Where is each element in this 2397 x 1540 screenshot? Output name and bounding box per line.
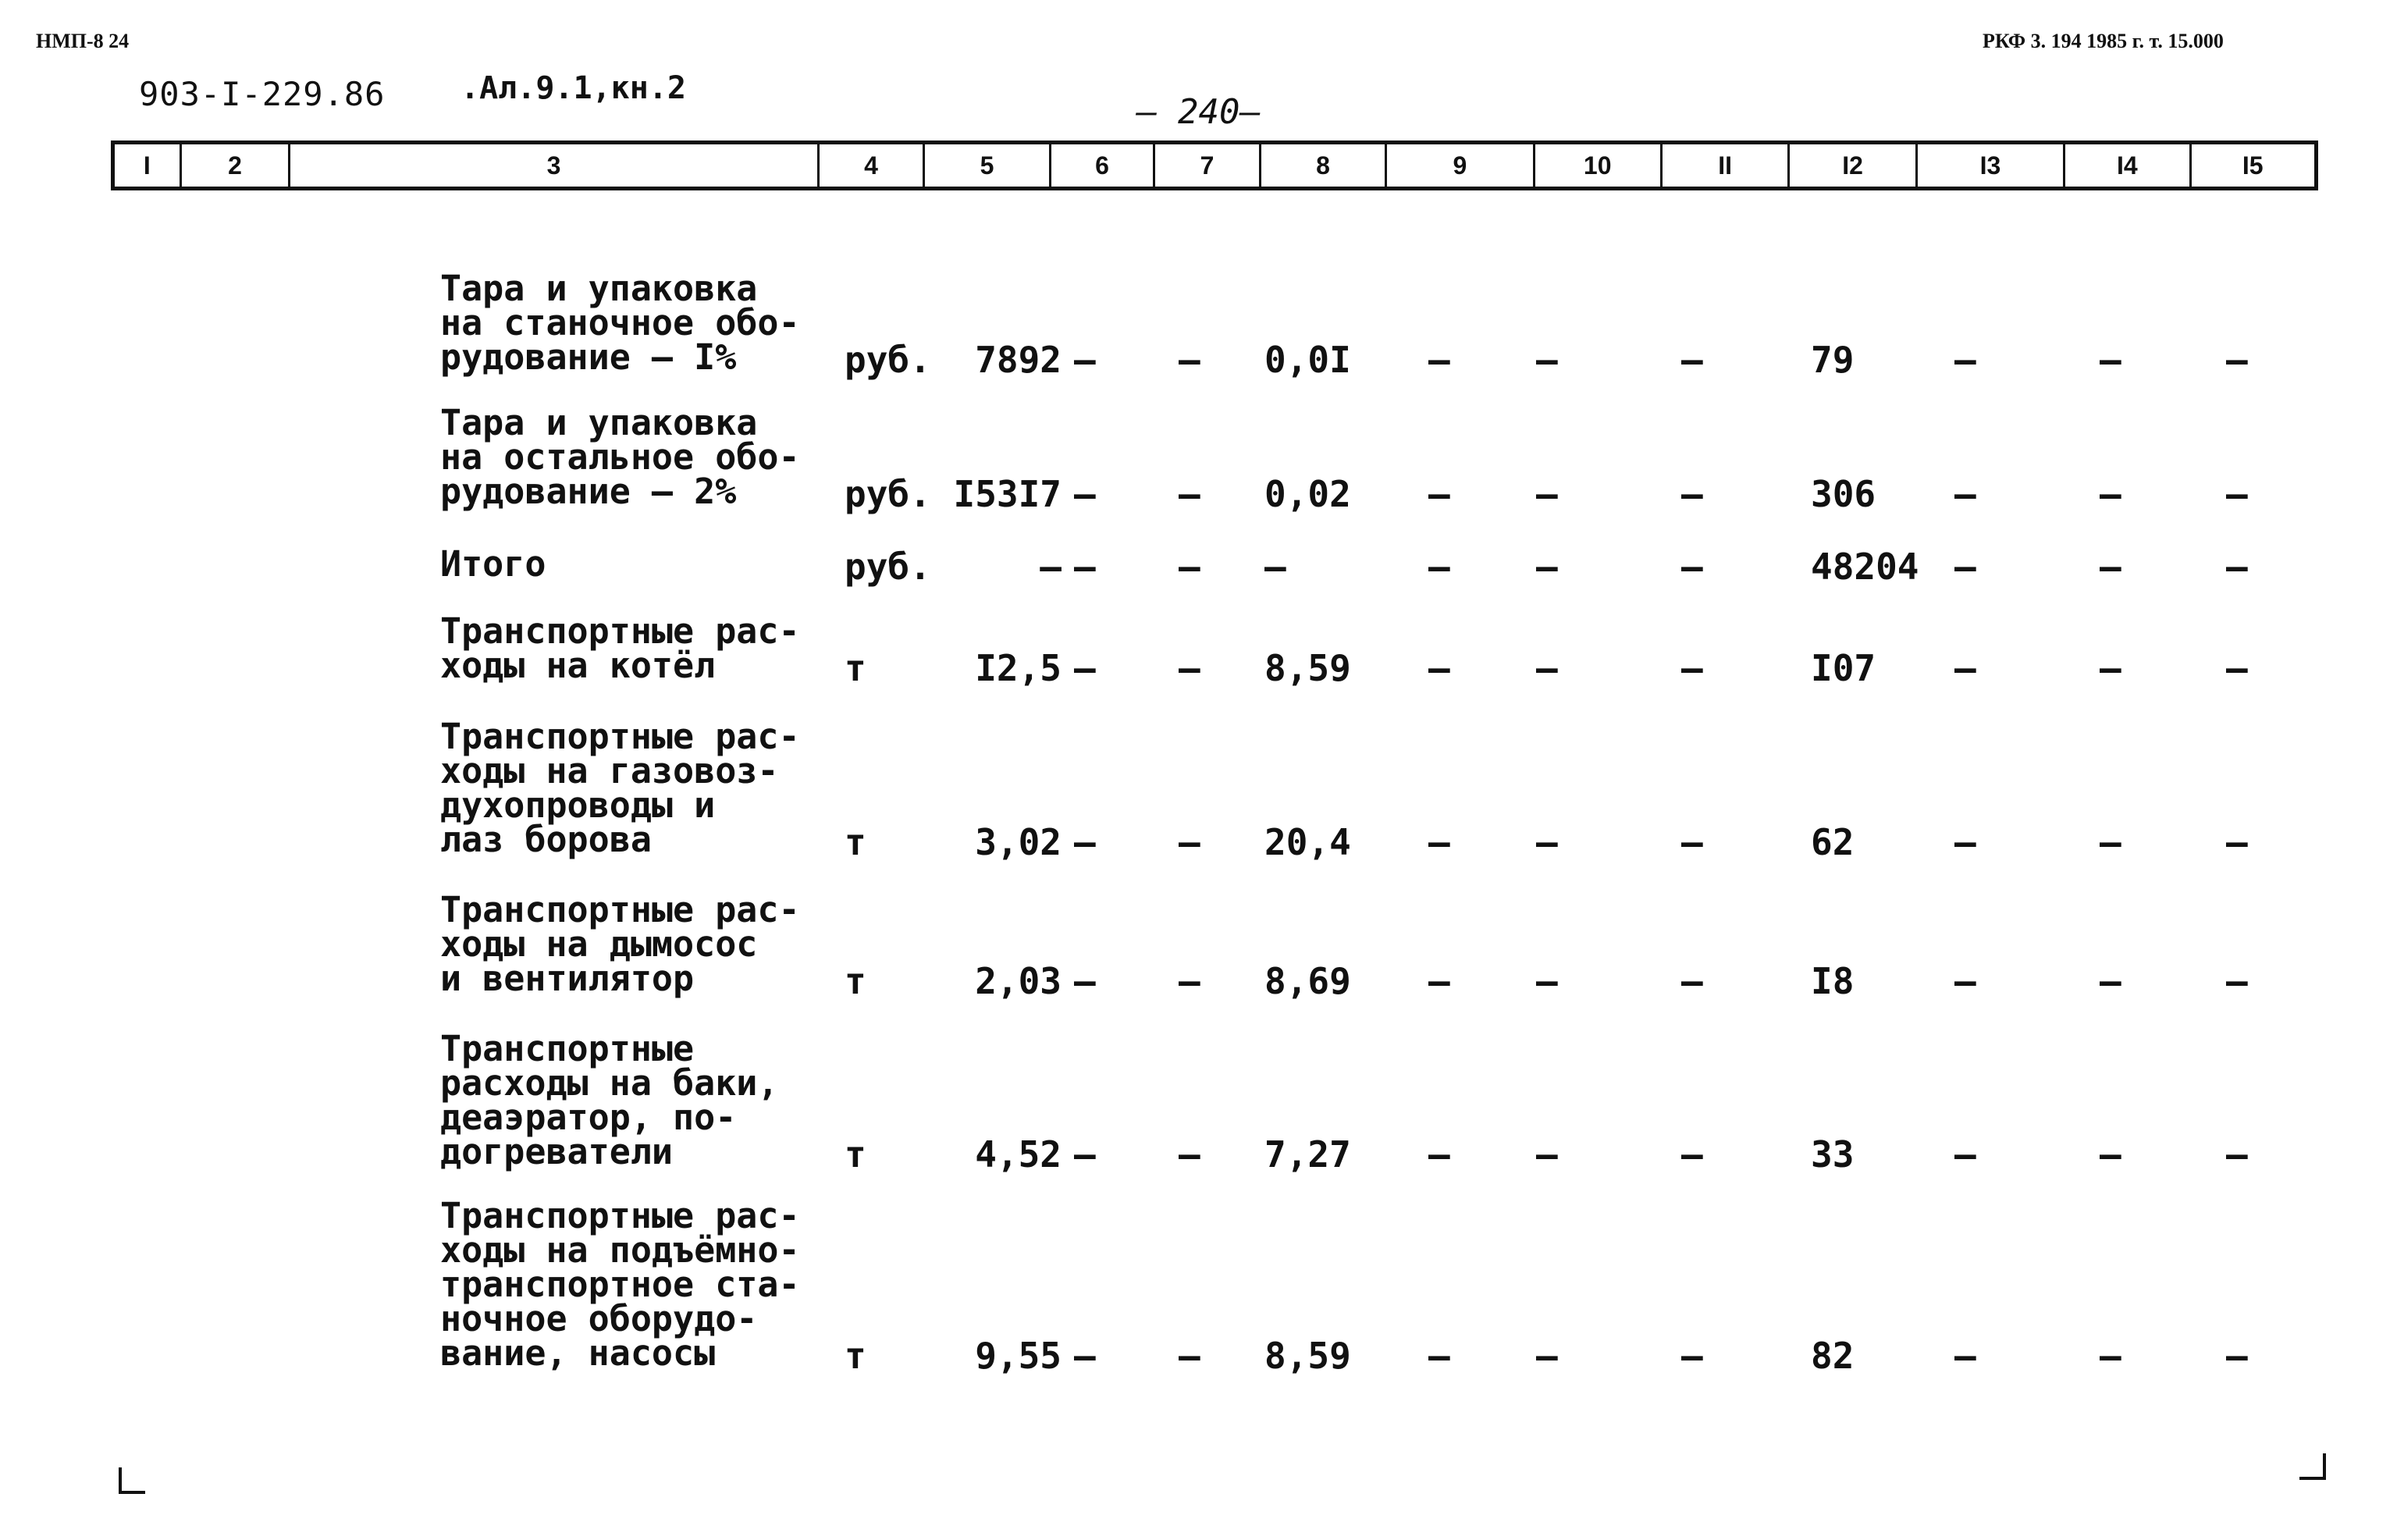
corner-mark-bottom-left — [119, 1467, 122, 1494]
column-header-9: 9 — [1387, 144, 1535, 187]
col6-cell: – — [1074, 339, 1096, 381]
col14-cell: – — [2100, 339, 2121, 381]
col15-cell: – — [2226, 546, 2248, 588]
description-line: духопроводы и — [440, 784, 716, 826]
col14-cell: – — [2100, 1133, 2121, 1175]
col13-cell: – — [1954, 473, 1976, 515]
col8-cell: 8,69 — [1264, 960, 1351, 1002]
row-description — [440, 610, 800, 686]
col15-cell: – — [2226, 960, 2248, 1002]
description-line: расходы на баки, — [440, 1062, 779, 1104]
col7-cell: – — [1179, 1133, 1200, 1175]
col10-cell: – — [1536, 546, 1558, 588]
column-header-11: II — [1663, 144, 1790, 187]
col9-cell: – — [1428, 1335, 1450, 1377]
col14-cell: – — [2100, 473, 2121, 515]
col8-cell: 7,27 — [1264, 1133, 1351, 1175]
col13-cell: – — [1954, 1133, 1976, 1175]
column-header-15: I5 — [2242, 151, 2264, 180]
col15-cell: – — [2226, 339, 2248, 381]
col9-cell: – — [1428, 647, 1450, 689]
col13-cell: – — [1954, 339, 1976, 381]
description-line: ходы на газовоз- — [440, 750, 779, 791]
col14-cell: – — [2100, 1335, 2121, 1377]
col10-cell: – — [1536, 647, 1558, 689]
col6-cell: – — [1074, 473, 1096, 515]
quantity-cell: 3,02 — [975, 821, 1062, 863]
description-line: и вентилятор — [440, 958, 695, 999]
description-line: Тара и упаковка — [440, 268, 758, 309]
col13-cell: – — [1954, 1335, 1976, 1377]
col7-cell: – — [1179, 821, 1200, 863]
col15-cell: – — [2226, 821, 2248, 863]
row-description — [440, 889, 800, 999]
description-line: лаз борова — [440, 819, 652, 860]
description-line: ходы на котёл — [440, 645, 716, 686]
col8-cell: 8,59 — [1264, 1335, 1351, 1377]
document-number: 903-I-229.86 — [139, 75, 386, 113]
col12-cell: I8 — [1811, 960, 1855, 1002]
description-line: Транспортные рас- — [440, 1195, 800, 1236]
col12-cell: 82 — [1811, 1335, 1855, 1377]
col8-cell: 20,4 — [1264, 821, 1351, 863]
description-line: Транспортные — [440, 1028, 695, 1069]
row-description — [440, 402, 800, 512]
col11-cell: – — [1681, 647, 1703, 689]
column-header-13: I3 — [1918, 144, 2065, 187]
description-line: Транспортные рас- — [440, 610, 800, 652]
row-description — [440, 1028, 779, 1172]
col6-cell: – — [1074, 647, 1096, 689]
col6-cell: – — [1074, 821, 1096, 863]
unit-cell: т — [845, 821, 866, 863]
column-header-4: 4 — [820, 144, 926, 187]
description-line: Итого — [440, 543, 546, 585]
col14-cell: – — [2100, 960, 2121, 1002]
col13-cell: – — [1954, 960, 1976, 1002]
col12-cell: 79 — [1811, 339, 1855, 381]
col7-cell: – — [1179, 339, 1200, 381]
description-line: на станочное обо- — [440, 302, 800, 343]
unit-cell: руб. — [845, 546, 931, 588]
description-line: Тара и упаковка — [440, 402, 758, 443]
quantity-cell: 9,55 — [975, 1335, 1062, 1377]
row-description — [440, 1195, 800, 1374]
col6-cell: – — [1074, 546, 1096, 588]
col13-cell: – — [1954, 546, 1976, 588]
col14-cell: – — [2100, 821, 2121, 863]
quantity-cell: I53I7 — [953, 473, 1062, 515]
col12-cell: 48204 — [1811, 546, 1919, 588]
row-description — [440, 716, 800, 860]
quantity-cell: – — [1040, 546, 1062, 588]
column-header-8: 8 — [1261, 144, 1387, 187]
album-reference: .Ал.9.1,кн.2 — [461, 70, 686, 106]
col7-cell: – — [1179, 546, 1200, 588]
row-description — [440, 543, 546, 585]
column-header-7: 7 — [1155, 144, 1261, 187]
quantity-cell: 2,03 — [975, 960, 1062, 1002]
description-line: рудование – I% — [440, 336, 737, 378]
col7-cell: – — [1179, 647, 1200, 689]
description-line: рудование – 2% — [440, 471, 737, 512]
col11-cell: – — [1681, 1133, 1703, 1175]
unit-cell: руб. — [845, 473, 931, 515]
col10-cell: – — [1536, 960, 1558, 1002]
col9-cell: – — [1428, 473, 1450, 515]
column-header-3: 3 — [290, 144, 820, 187]
corner-code-left: НМП-8 24 — [36, 30, 130, 52]
unit-cell: т — [845, 1133, 866, 1175]
quantity-cell: 7892 — [975, 339, 1062, 381]
col12-cell: 306 — [1811, 473, 1876, 515]
col9-cell: – — [1428, 960, 1450, 1002]
unit-cell: т — [845, 1335, 866, 1377]
description-line: на остальное обо- — [440, 436, 800, 478]
description-line: деаэратор, по- — [440, 1097, 737, 1138]
page-number: — 240— — [1136, 92, 1261, 132]
corner-mark-bottom-left-h — [119, 1491, 145, 1494]
col13-cell: – — [1954, 647, 1976, 689]
col6-cell: – — [1074, 1133, 1096, 1175]
column-header-12: I2 — [1790, 144, 1917, 187]
description-line: транспортное ста- — [440, 1264, 800, 1305]
col6-cell: – — [1074, 1335, 1096, 1377]
col7-cell: – — [1179, 960, 1200, 1002]
col8-cell: 0,0I — [1264, 339, 1351, 381]
column-header-1: I — [115, 144, 182, 187]
col9-cell: – — [1428, 546, 1450, 588]
column-header-10: 10 — [1535, 144, 1663, 187]
column-header-2: 2 — [182, 144, 291, 187]
col11-cell: – — [1681, 546, 1703, 588]
row-description — [440, 268, 800, 378]
col10-cell: – — [1536, 821, 1558, 863]
col9-cell: – — [1428, 339, 1450, 381]
description-line: Транспортные рас- — [440, 889, 800, 930]
description-line: ходы на дымосос — [440, 923, 758, 965]
col11-cell: – — [1681, 821, 1703, 863]
column-header-14: I4 — [2065, 144, 2191, 187]
corner-mark-bottom-right-h — [2299, 1477, 2326, 1480]
col14-cell: – — [2100, 647, 2121, 689]
col15-cell: – — [2226, 473, 2248, 515]
col7-cell: – — [1179, 473, 1200, 515]
col11-cell: – — [1681, 960, 1703, 1002]
col8-cell: 8,59 — [1264, 647, 1351, 689]
col11-cell: – — [1681, 339, 1703, 381]
col8-cell: – — [1264, 546, 1286, 588]
unit-cell: руб. — [845, 339, 931, 381]
description-line: вание, насосы — [440, 1332, 716, 1374]
col15-cell: – — [2226, 1133, 2248, 1175]
col14-cell: – — [2100, 546, 2121, 588]
col10-cell: – — [1536, 1133, 1558, 1175]
quantity-cell: 4,52 — [975, 1133, 1062, 1175]
description-line: ходы на подъёмно- — [440, 1229, 800, 1271]
col11-cell: – — [1681, 1335, 1703, 1377]
col12-cell: 62 — [1811, 821, 1855, 863]
col8-cell: 0,02 — [1264, 473, 1351, 515]
col6-cell: – — [1074, 960, 1096, 1002]
unit-cell: т — [845, 960, 866, 1002]
description-line: Транспортные рас- — [440, 716, 800, 757]
col9-cell: – — [1428, 821, 1450, 863]
quantity-cell: I2,5 — [975, 647, 1062, 689]
col10-cell: – — [1536, 339, 1558, 381]
col12-cell: I07 — [1811, 647, 1876, 689]
col10-cell: – — [1536, 1335, 1558, 1377]
col13-cell: – — [1954, 821, 1976, 863]
corner-code-right: РКФ 3. 194 1985 г. т. 15.000 — [1983, 30, 2224, 52]
col15-cell: – — [2226, 647, 2248, 689]
col9-cell: – — [1428, 1133, 1450, 1175]
description-line: догреватели — [440, 1131, 674, 1172]
col10-cell: – — [1536, 473, 1558, 515]
column-header-5: 5 — [925, 144, 1051, 187]
description-line: ночное оборудо- — [440, 1298, 758, 1339]
col15-cell: – — [2226, 1335, 2248, 1377]
unit-cell: т — [845, 647, 866, 689]
col7-cell: – — [1179, 1335, 1200, 1377]
col11-cell: – — [1681, 473, 1703, 515]
column-header-6: 6 — [1051, 144, 1156, 187]
col12-cell: 33 — [1811, 1133, 1855, 1175]
corner-mark-bottom-right — [2323, 1453, 2326, 1480]
